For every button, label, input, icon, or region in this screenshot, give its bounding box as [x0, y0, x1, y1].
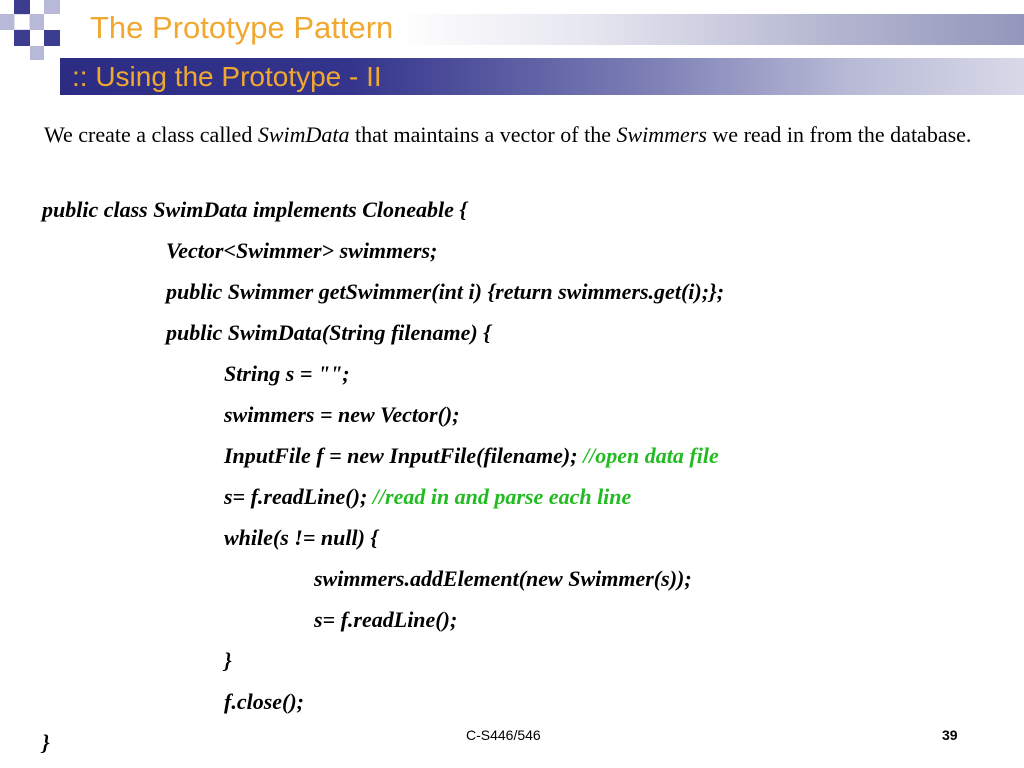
code-line: while(s != null) { — [224, 525, 379, 550]
code-line: InputFile f = new InputFile(filename); //open data file — [224, 443, 719, 468]
slide-title: The Prototype Pattern — [90, 10, 394, 45]
code-line: String s = ""; — [224, 361, 350, 386]
intro-class-name: SwimData — [257, 122, 350, 147]
code-line: public class SwimData implements Cloneable { — [42, 197, 468, 222]
code-line: Vector<Swimmer> swimmers; — [166, 238, 438, 263]
intro-text-1: We create a class called — [44, 122, 258, 147]
page-number: 39 — [942, 727, 958, 743]
code-line: } — [42, 730, 50, 755]
code-line: } — [224, 648, 232, 673]
slide-subtitle: :: Using the Prototype - II — [72, 61, 382, 92]
code-line: s= f.readLine(); — [314, 607, 458, 632]
code-line: swimmers = new Vector(); — [224, 402, 460, 427]
intro-text-3: we read in from the database. — [706, 122, 972, 147]
intro-swimmers-word: Swimmers — [616, 122, 707, 147]
code-comment: //open data file — [583, 443, 719, 468]
code-line: swimmers.addElement(new Swimmer(s)); — [314, 566, 692, 591]
code-line: public SwimData(String filename) { — [166, 320, 491, 345]
intro-text-2: that maintains a vector of the — [349, 122, 617, 147]
code-line: s= f.readLine(); //read in and parse each line — [224, 484, 632, 509]
code-line: public Swimmer getSwimmer(int i) {return swimmers.get(i);}; — [166, 279, 725, 304]
footer-course: C-S446/546 — [466, 727, 541, 743]
code-comment: //read in and parse each line — [372, 484, 632, 509]
code-line: f.close(); — [224, 689, 305, 714]
